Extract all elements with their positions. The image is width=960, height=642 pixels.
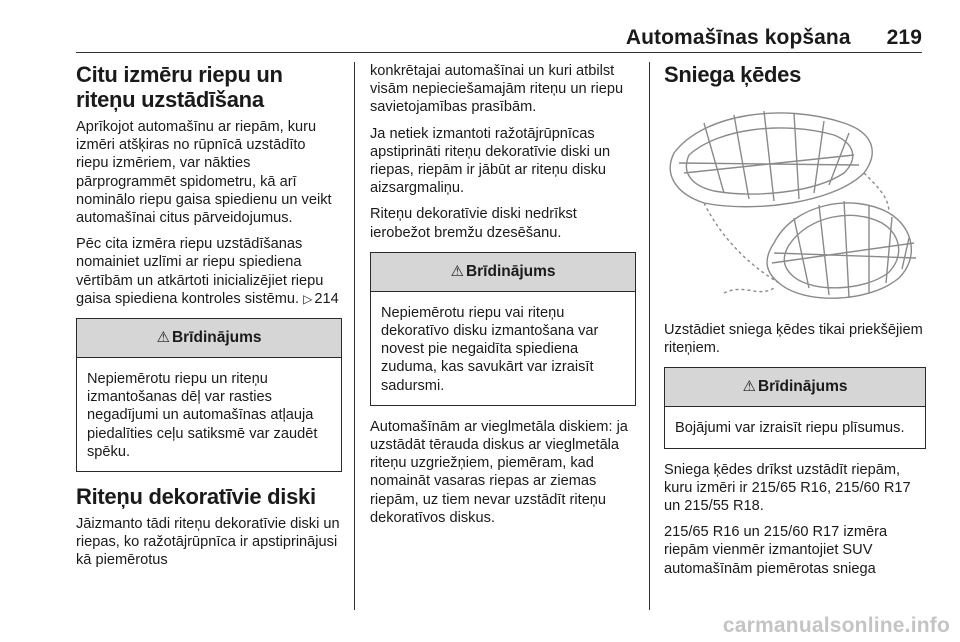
warning-title: Brīdinājums bbox=[465, 262, 556, 280]
warning-box bbox=[76, 318, 342, 472]
page-reference[interactable]: 214 bbox=[314, 290, 339, 307]
paragraph: Automašīnām ar vieglmetāla diskiem: ja uzstādāt tērauda diskus ar vieglmetāla riteņu uzgriežņiem, piemēram, kad nomaināt vasaras riepas ar ziemas riepām, uz tiem nevar uzstādīt riteņu dekoratīvos diskus. bbox=[370, 418, 628, 526]
paragraph: Aprīkojot automašīnu ar riepām, kuru izmēri atšķiras no rūpnīcā uzstādīto riepu izmēriem, var nākties pārprogrammēt spidometru, kā arī nominālo riepu gaisa spiedienu un veikt automašīnai citus pārveidojumus. bbox=[76, 119, 332, 227]
warning-text: Bojājumi var izraisīt riepu plīsumus. bbox=[675, 420, 905, 437]
warning-triangle-icon: ⚠ bbox=[450, 262, 464, 280]
warning-title: Brīdinājums bbox=[757, 378, 848, 396]
paragraph: Jāizmanto tādi riteņu dekoratīvie diski un riepas, ko ražotājrūpnīca ir apstiprinājusi kā piemērotus bbox=[76, 516, 340, 569]
column-1 bbox=[76, 62, 342, 578]
snow-chain-illustration bbox=[664, 93, 926, 313]
paragraph: 215/65 R16 un 215/60 R17 izmēra riepām vienmēr izmantojiet SUV automašīnām piemērotas sniega bbox=[664, 524, 888, 577]
heading-wheel-covers: Riteņu dekoratīvie diski bbox=[76, 484, 316, 510]
warning-header bbox=[665, 368, 925, 407]
warning-header bbox=[77, 319, 341, 358]
warning-text: Nepiemērotu riepu un riteņu izmantošanas dēļ var rasties negadījumi un automašīnas atļauja piedalīties ceļu satiksmē var zaudēt spēku. bbox=[87, 371, 318, 460]
paragraph: konkrētajai automašīnai un kuri atbilst visām nepieciešamajām riteņu un riepu savietojamības prasībām. bbox=[370, 63, 624, 116]
column-divider bbox=[354, 62, 355, 610]
warning-text: Nepiemērotu riepu vai riteņu dekoratīvo disku izmantošana var novest pie negaidīta spiediena zuduma, kas savukārt var izraisīt sadursmi. bbox=[381, 304, 599, 394]
page-header bbox=[626, 26, 922, 50]
heading-snow-chains: Sniega ķēdes bbox=[664, 62, 802, 87]
header-divider bbox=[76, 52, 922, 53]
section-title: Automašīnas kopšana bbox=[625, 26, 851, 49]
paragraph bbox=[76, 235, 342, 308]
paragraph: Ja netiek izmantoti ražotājrūpnīcas apstiprināti riteņu dekoratīvie diski un riepas, riepām ir jābūt ar riteņu disku aizsargmaliņu. bbox=[370, 125, 611, 197]
warning-box bbox=[370, 252, 636, 406]
paragraph: Uzstādiet sniega ķēdes tikai priekšējiem riteņiem. bbox=[664, 322, 923, 357]
warning-title: Brīdinājums bbox=[171, 329, 262, 347]
column-divider bbox=[649, 62, 650, 610]
warning-header bbox=[371, 253, 635, 292]
page-number: 219 bbox=[886, 26, 922, 49]
paragraph: Sniega ķēdes drīkst uzstādīt riepām, kuru izmēri ir 215/65 R16, 215/60 R17 un 215/55 R18. bbox=[664, 461, 911, 515]
column-3 bbox=[664, 62, 926, 586]
heading-other-size-tyres: Citu izmēru riepu un riteņu uzstādīšana bbox=[76, 62, 283, 112]
paragraph: Riteņu dekoratīvie diski nedrīkst ierobežot bremžu dzesēšanu. bbox=[370, 206, 577, 241]
paragraph-text: Pēc cita izmēra riepu uzstādīšanas nomainiet uzlīmi ar riepu spiediena vērtībām un atkārtoti inicializējiet riepu gaisa spiediena kontroles sistēmu. bbox=[76, 236, 324, 307]
reference-arrow-icon: ▷ bbox=[303, 291, 313, 306]
warning-triangle-icon: ⚠ bbox=[742, 378, 756, 396]
watermark: carmanualsonline.info bbox=[722, 614, 950, 637]
column-2 bbox=[370, 62, 636, 535]
warning-box bbox=[664, 367, 926, 448]
warning-triangle-icon: ⚠ bbox=[156, 329, 170, 347]
